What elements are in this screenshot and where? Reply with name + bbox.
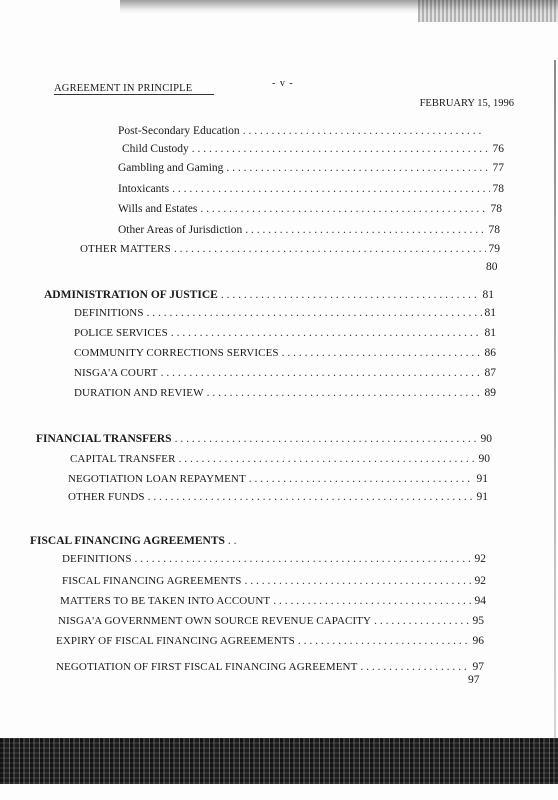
toc-page-number: 90: [480, 433, 492, 445]
dot-leader: [175, 432, 478, 446]
toc-page-number: 80: [486, 261, 498, 273]
toc-entry: [118, 182, 504, 196]
toc-entry-label: MATTERS TO BE TAKEN INTO ACCOUNT: [60, 595, 271, 607]
dot-leader: [298, 634, 470, 648]
toc-page-number: 92: [474, 553, 486, 565]
toc-entry: [74, 386, 496, 400]
toc-entry-label: CAPITAL TRANSFER: [70, 453, 176, 465]
toc-entry-label: Gambling and Gaming: [118, 162, 224, 174]
dot-leader: [135, 552, 472, 566]
header-date: FEBRUARY 15, 1996: [419, 98, 514, 109]
toc-page-number: 77: [492, 162, 504, 174]
toc-page-number: 81: [484, 307, 496, 319]
toc-entry: [118, 223, 500, 237]
toc-entry: [122, 142, 504, 156]
dot-leader: [282, 346, 482, 360]
toc-entry: [118, 161, 504, 175]
toc-entry-label: DURATION AND REVIEW: [74, 387, 204, 399]
toc-page-number: 78: [492, 183, 504, 195]
toc-page-number: 94: [474, 595, 486, 607]
toc-entry: [60, 594, 486, 608]
toc-entry-label: Other Areas of Jurisdiction: [118, 224, 243, 236]
toc-page-number: 78: [488, 224, 500, 236]
toc-page-number: 76: [492, 143, 504, 155]
toc-entry-label: NEGOTIATION LOAN REPAYMENT: [68, 473, 246, 485]
toc-entry: [74, 366, 496, 380]
dot-leader: [147, 306, 482, 320]
dot-leader: [174, 242, 486, 256]
toc-section-heading: [30, 534, 240, 548]
dot-leader: [243, 124, 483, 138]
toc-section-heading: [44, 288, 494, 302]
toc-entry-label: COMMUNITY CORRECTIONS SERVICES: [74, 347, 279, 359]
toc-entry-label: POLICE SERVICES: [74, 327, 168, 339]
scan-artifact-bottom: [0, 738, 558, 784]
toc-page-number: 90: [478, 453, 490, 465]
toc-entry: [74, 326, 496, 340]
dot-leader: [273, 594, 471, 608]
dot-leader: [228, 534, 237, 548]
toc-page-number: 81: [484, 327, 496, 339]
dot-leader: [148, 490, 474, 504]
dot-leader: [207, 386, 482, 400]
toc-page-number: 96: [472, 635, 484, 647]
toc-entry: [58, 614, 484, 628]
toc-entry-label: EXPIRY OF FISCAL FINANCING AGREEMENTS: [56, 635, 295, 647]
toc-entry-label: OTHER MATTERS: [80, 243, 171, 255]
toc-page-number: 86: [484, 347, 496, 359]
toc-page-number: 91: [476, 491, 488, 503]
dot-leader: [221, 288, 480, 302]
toc-page-number: 97: [472, 661, 484, 673]
header-title: AGREEMENT IN PRINCIPLE: [54, 83, 193, 94]
toc-page-number: 78: [490, 203, 502, 215]
dot-leader: [161, 366, 482, 380]
dot-leader: [245, 574, 472, 588]
toc-entry-label: NISGA'A GOVERNMENT OWN SOURCE REVENUE CAPACITY: [58, 615, 372, 627]
dot-leader: [171, 326, 482, 340]
toc-page-number: 97: [468, 674, 480, 686]
dot-leader: [200, 202, 487, 216]
dot-leader: [192, 142, 490, 156]
toc-page-number: 89: [484, 387, 496, 399]
toc-entry: [62, 552, 486, 566]
toc-page-number: 87: [484, 367, 496, 379]
dot-leader: [249, 472, 474, 486]
dot-leader: [172, 182, 489, 196]
toc-entry: [80, 242, 500, 256]
toc-entry-label: DEFINITIONS: [62, 553, 132, 565]
toc-entry: [62, 574, 486, 588]
toc-section-title: FISCAL FINANCING AGREEMENTS: [30, 535, 225, 547]
toc-entry: [118, 202, 502, 216]
toc-entry: [74, 346, 496, 360]
toc-entry-label: Wills and Estates: [118, 203, 198, 215]
toc-entry-label: NISGA'A COURT: [74, 367, 158, 379]
toc-entry-label: NEGOTIATION OF FIRST FISCAL FINANCING AGREEMENT: [56, 661, 358, 673]
toc-page-number: 79: [488, 243, 500, 255]
toc-entry: [118, 124, 486, 138]
toc-entry-label: DEFINITIONS: [74, 307, 144, 319]
toc-entry: [70, 452, 490, 466]
toc-page-number: 91: [476, 473, 488, 485]
toc-entry: [68, 490, 488, 504]
dot-leader: [226, 161, 489, 175]
page-number-roman: - v -: [272, 78, 294, 89]
toc-entry-label: FISCAL FINANCING AGREEMENTS: [62, 575, 242, 587]
dot-leader: [360, 660, 469, 674]
toc-entry-label: Intoxicants: [118, 183, 170, 195]
toc-entry-label: Child Custody: [122, 143, 189, 155]
dot-leader: [179, 452, 476, 466]
toc-entry: [74, 306, 496, 320]
toc-page-number: 81: [482, 289, 494, 301]
toc-entry-label: Post-Secondary Education: [118, 125, 240, 137]
toc-entry: [56, 660, 484, 674]
toc-entry: [68, 472, 488, 486]
toc-page-number: 92: [474, 575, 486, 587]
dot-leader: [245, 223, 485, 237]
toc-section-title: FINANCIAL TRANSFERS: [36, 433, 172, 445]
toc-section-heading: [36, 432, 492, 446]
toc-entry-label: OTHER FUNDS: [68, 491, 145, 503]
dot-leader: [374, 614, 469, 628]
toc-page-number: 95: [472, 615, 484, 627]
toc-section-title: ADMINISTRATION OF JUSTICE: [44, 289, 218, 301]
toc-entry: [56, 634, 484, 648]
